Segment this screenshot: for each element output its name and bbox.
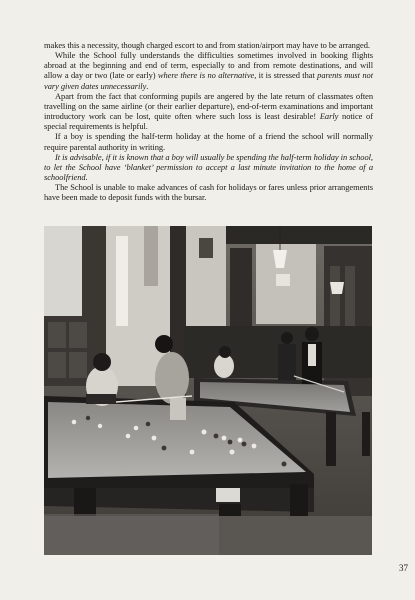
paragraph-flight-dates: While the School fully understands the difficulties sometimes involved in booking flights abroad at the beginning and end of term, especially to and from remote destinations, and will allow a day or two (late or early) where there is no alternative, it is stressed that parents must not vary given dates unnecessarily. <box>44 50 373 91</box>
body-text <box>44 40 373 203</box>
paragraph-late-return: Apart from the fact that conforming pupils are angered by the late return of classmates often travelling on the same airline (or their earlier departure), end-of-term examinations and important introductory work can be lost, quite often where such loss is least desirable! Early notice of special requirements is helpful. <box>44 90 373 132</box>
paragraph-blanket-permission: It is advisable, if it is known that a boy will usually be spending the half-term holiday in school, to let the School have ‘blanket’ permission to accept a last minute invitation to the home of a schoolfriend. <box>44 151 373 183</box>
photo-billiard-room <box>44 226 372 555</box>
page-number: 37 <box>399 563 408 573</box>
paragraph-continuation: makes this a necessity, though charged escort to and from station/airport may have to be arranged. <box>44 40 370 50</box>
paragraph-half-term: If a boy is spending the half-term holiday at the home of a friend the school will normally require parental authority in writing. <box>44 131 373 152</box>
paragraph-cash-advances: The School is unable to make advances of cash for holidays or fares unless prior arrangements have been made to deposit funds with the bursar. <box>44 182 373 203</box>
